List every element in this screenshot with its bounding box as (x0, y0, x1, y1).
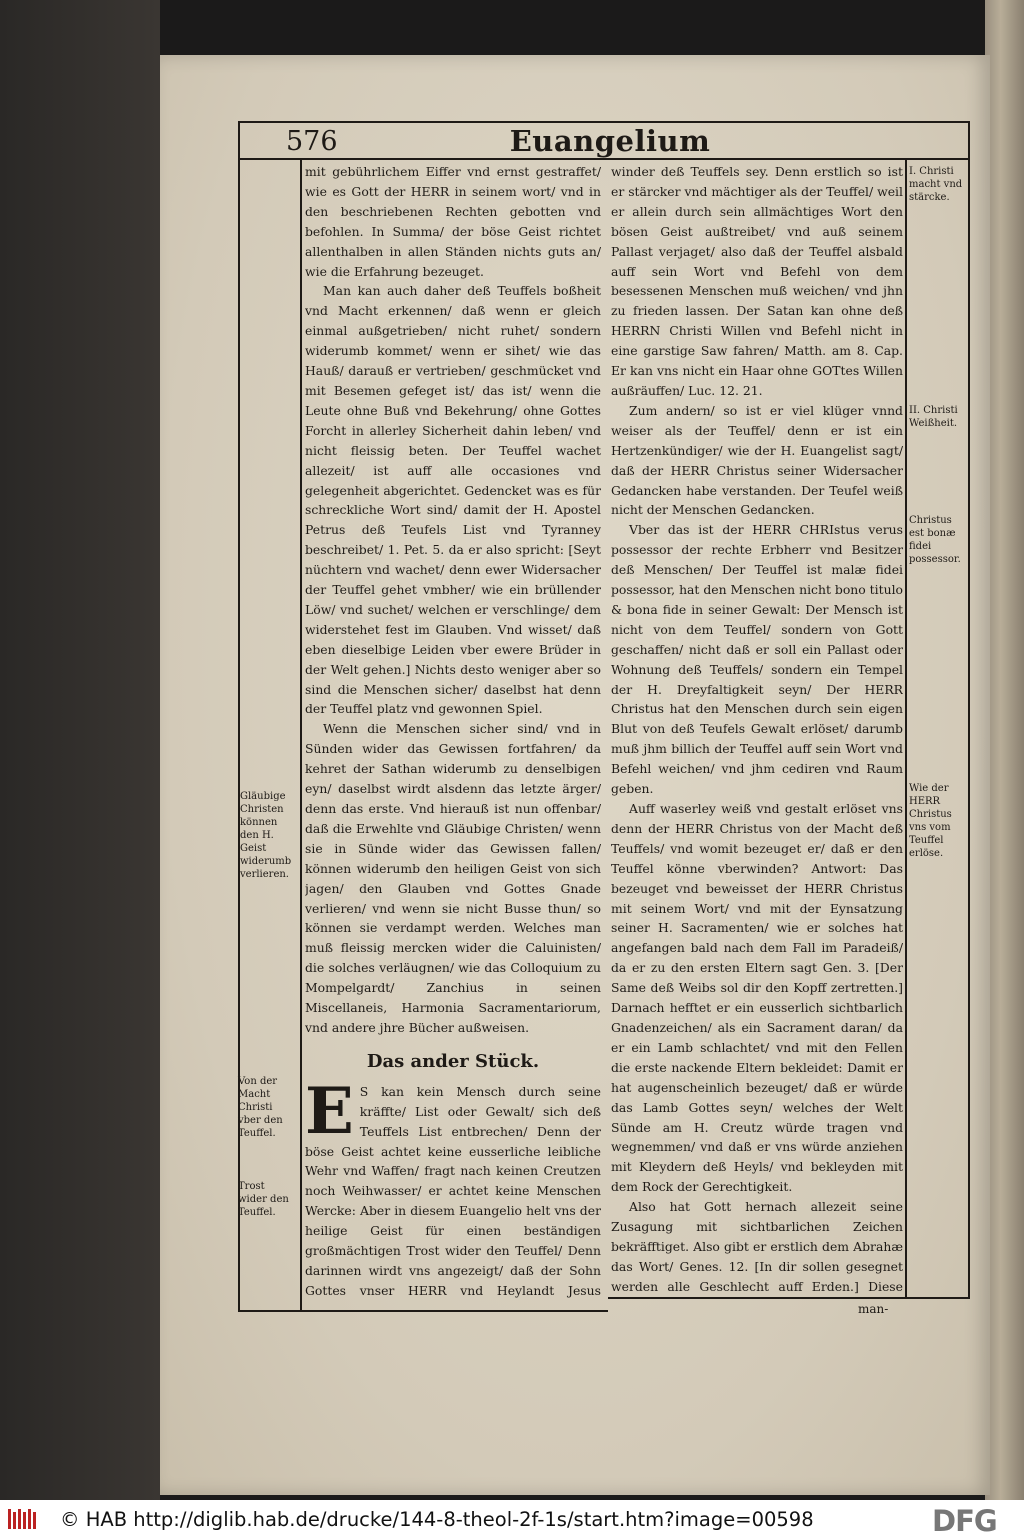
margin-note-right-2: II. Christi Weißheit. (909, 405, 958, 429)
left-paragraph-1: mit gebührlichem Eiffer vnd ernst gestraffet/ wie es Gott der HERR in seinem wort/ vnd in den beschriebenen Rechten gebotten vnd befohlen. In Summa/ der böse Geist richtet allenthalben in allen Ständen nichts guts an/ wie die Erfahrung bezeuget. (305, 164, 601, 279)
margin-note-right-3: Christus est bonæ fidei possessor. (909, 515, 961, 565)
right-paragraph-5: Also hat Gott hernach allezeit seine Zusagung mit sichtbarlichen Zeichen bekräfftiget. Also gibt er erstlich dem Abrahæ das Wort/ Genes. 12. [In dir sollen gesegnet werden alle Geschlecht auff Erden.] Diese (611, 1199, 903, 1294)
left-paragraph-2: Man kan auch daher deß Teuffels boßheit vnd Macht erkennen/ daß wenn er gleich einmal außgetrieben/ nicht ruhet/ sondern widerumb kommet/ wenn er sihet/ wie das Hauß/ darauß er vertrieben/ geschmücket vnd mit Besemen gefeget ist/ das ist/ wenn die Leute ohne Buß vnd Bekehrung/ ohne Gottes Forcht in allerley Sicherheit dahin leben/ vnd nicht fleissig beten. Der Teuffel wachet allezeit/ ist auff alle occasiones vnd gelegenheit abgerichtet. Gedencket was es für schreckliche Wort sind/ damit der H. Apostel Petrus deß Teufels List vnd Tyranney beschreibet/ 1. Pet. 5. da er also spricht: [Seyt nüchtern vnd wachet/ denn ewer Widersacher der Teuffel gehet vmbher/ wie ein brüllender Löw/ vnd suchet/ welchen er verschlinge/ dem widerstehet fest im Glauben. Vnd wisset/ daß eben dieselbige Leiden vber ewere Brüder in der Welt gehen.] Nichts desto weniger aber so sind die Menschen sicher/ daselbst hat denn der Teuffel platz vnd gewonnen Spiel. (305, 283, 601, 717)
right-paragraph-1: winder deß Teuffels sey. Denn erstlich so ist er stärcker vnd mächtiger als der Teuffel/ weil er allein durch sein allmächtiges Wort den bösen Geist außtreibet/ vnd auß seinem Pallast verjaget/ also daß der Teuffel alsbald auff sein Wort vnd Befehl von dem besessenen Menschen muß weichen/ vnd jhn zu frieden lassen. Der Satan kan ohne deß HERRN Christi Willen vnd Befehl nicht in eine garstige Saw fahren/ Matth. am 8. Cap. Er kan vns nicht ein Haar ohne GOTtes Willen außräuffen/ Luc. 12. 21. (611, 164, 903, 398)
scan-background-right (985, 0, 1024, 1500)
inner-right-rule (905, 158, 907, 1298)
bottom-rule-right (608, 1297, 970, 1299)
page-number: 576 (286, 126, 338, 157)
inner-left-rule (300, 158, 302, 1311)
section-heading: Das ander Stück. (366, 1050, 540, 1072)
margin-note-left-3: Trost wider den Teuffel. (238, 1181, 289, 1218)
right-paragraph-2: Zum andern/ so ist er viel klüger vnnd weiser als der Teuffel/ denn er ist ein Hertzenkündiger/ wie der H. Euangelist sagt/ daß der HERR Christus seiner Widersacher Gedancken habe verstanden. Der Teufel weiß nicht der Menschen Gedancken. (611, 402, 903, 518)
copyright-link[interactable]: © HAB http://diglib.hab.de/drucke/144-8-theol-2f-1s/start.htm?image=00598 (60, 1508, 814, 1531)
catchword: man- (858, 1302, 889, 1316)
left-paragraph-4: S kan kein Mensch durch seine kräffte/ List oder Gewalt/ sich deß Teuffels List entbrechen/ Denn der böse Geist achtet keine eusserliche leibliche Wehr vnd Waffen/ fragt nach keinen Creutzen noch Weihwasser/ er achtet keine Menschen Wercke: Aber in diesem Euangelio helt vns der heilige Geist für einen beständigen großmächtigen Trost wider den Teuffel/ Denn darinnen wirdt vns angezeigt/ daß der Sohn Gottes vnser HERR vnd Heylandt Jesus (305, 1083, 601, 1298)
right-paragraph-4: Auff waserley weiß vnd gestalt erlöset vns denn der HERR Christus von der Macht deß Teuffels/ vnd womit bezeuget er/ daß er den Teuffel könne vberwinden? Antwort: Das bezeuget vnd beweisset der HERR Christus mit seinem Wort/ vnd mit der Eynsatzung seiner H. Sacramenten/ wie er solches hat angefangen bald nach dem Fall im Paradeiß/ da er zu den ersten Eltern sagt Gen. 3. [Der Same deß Weibs sol dir den Kopff zertretten.] Darnach hefftet er ein eusserlich sichtbarlich Gnadenzeichen/ als ein Sacrament daran/ da er ein Lamb schlachtet/ vnd mit den Fellen die erste nackende Eltern bekleidet: Damit er hat augenscheinlich bezeuget/ daß er würde das Lamb Gottes seyn/ welches der Welt Sünde am H. Creutz würde tragen vnd wegnemmen/ vnd daß er vns würde anziehen mit Kleydern deß Heyls/ vnd bekleyden mit dem Rock der Gerechtigkeit. (611, 801, 903, 1195)
drop-cap-initial: E (305, 1073, 354, 1149)
top-rule (238, 121, 970, 123)
scan-background-left (0, 0, 160, 1500)
right-text-column (611, 162, 903, 1294)
footer-bar (0, 1500, 1024, 1538)
outer-right-rule (968, 121, 970, 1298)
library-logo-icon (6, 1507, 42, 1531)
margin-note-right-1: I. Christi macht vnd stärcke. (909, 166, 963, 203)
header-rule (238, 158, 970, 160)
margin-note-left-2: Von der Macht Christi vber den Teuffel. (238, 1076, 283, 1139)
left-paragraph-3: Wenn die Menschen sicher sind/ vnd in Sünden wider das Gewissen fortfahren/ da kehret der Sathan widerumb zu denselbigen eyn/ daselbst wirdt alsdenn das letzte ärger/ denn das erste. Vnd hierauß ist nun offenbar/ daß die Erwehlte vnd Gläubige Christen/ wenn sie in Sünde wider das Gewissen fallen/ können widerumb den heiligen Geist von sich jagen/ den Glauben vnd Gottes Gnade verlieren/ vnd wenn sie nicht Busse thun/ so können sie verdampt werden. Welches man muß fleissig mercken wider die Caluinisten/ die solches verläugnen/ wie das Colloquium zu Mompelgardt/ Zanchius in seinen Miscellaneis, Harmonia Sacramentariorum, vnd andere jhre Bücher außweisen. (305, 721, 601, 1035)
margin-note-right-4: Wie der HERR Christus vns vom Teuffel erlöse. (909, 783, 952, 859)
running-title: Euangelium (509, 124, 711, 158)
bottom-rule (238, 1310, 608, 1312)
left-text-column (305, 162, 601, 1302)
margin-note-left-1: Gläubige Christen können den H. Geist widerumb verlieren. (240, 791, 292, 880)
right-paragraph-3: Vber das ist der HERR CHRIstus verus possessor der rechte Erbherr vnd Besitzer deß Menschen/ Der Teuffel ist malæ fidei possessor, hat den Menschen nicht bono titulo & bona fide in seiner Gewalt: Der Mensch ist nicht von dem Teuffel/ sondern von Gott geschaffen/ nicht daß er soll ein Pallast oder Wohnung deß Teuffels/ sondern ein Tempel der H. Dreyfaltigkeit seyn/ Der HERR Christus hat den Menschen durch sein eigen Blut von deß Teufels Gewalt erlöset/ darumb muß jhm billich der Teuffel auff sein Wort vnd Befehl weichen/ vnd jhm cediren vnd Raum geben. (611, 522, 903, 797)
dfg-logo: DFG (932, 1504, 997, 1538)
